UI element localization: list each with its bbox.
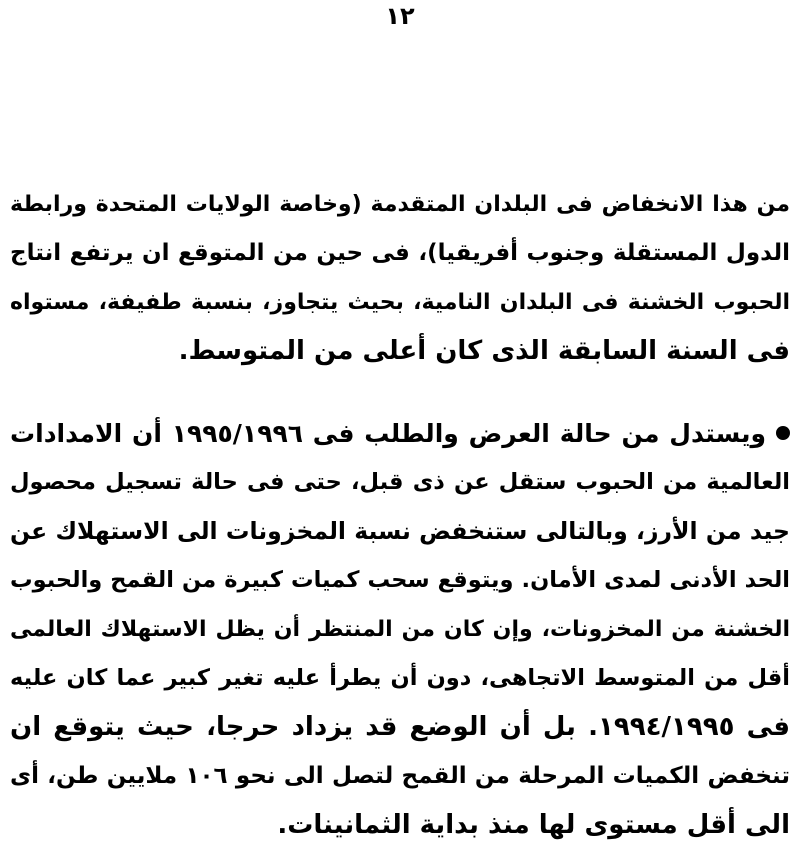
paragraph-line: تنخفض الكميات المرحلة من القمح لتصل الى نحو ١٠٦ ملايين طن، أى (10, 763, 790, 789)
paragraph-1 (10, 180, 790, 376)
paragraph-line: الى أقل مستوى لها منذ بداية الثمانينات. (277, 810, 790, 840)
paragraph-line: فى ١٩٩٤/١٩٩٥. بل أن الوضع قد يزداد حرجا، حيث يتوقع ان (10, 712, 790, 742)
paragraph-line: الخشنة من المخزونات، وإن كان من المنتظر أن يظل الاستهلاك العالمى (10, 617, 790, 642)
paragraph-2 (10, 409, 790, 850)
paragraph-line: فى السنة السابقة الذى كان أعلى من المتوسط. (178, 336, 790, 366)
paragraph-line: الحبوب الخشنة فى البلدان النامية، بحيث يتجاوز، بنسبة طفيفة، مستواه (10, 290, 790, 315)
paragraph-line: من هذا الانخفاض فى البلدان المتقدمة (وخاصة الولايات المتحدة ورابطة (10, 192, 790, 217)
paragraph-line: جيد من الأرز، وبالتالى ستنخفض نسبة المخزونات الى الاستهلاك عن (10, 517, 790, 545)
paragraph-line: العالمية من الحبوب ستقل عن ذى قبل، حتى فى حالة تسجيل محصول (10, 469, 790, 495)
paragraph-line-bulleted (10, 409, 790, 458)
paragraph-line: أقل من المتوسط الاتجاهى، دون أن يطرأ عليه تغير كبير عما كان عليه (10, 665, 790, 691)
page-number: ١٢ (385, 2, 415, 30)
bullet-icon (776, 426, 790, 440)
paragraph-line-text: ويستدل من حالة العرض والطلب فى ١٩٩٥/١٩٩٦ أن الامدادات (10, 419, 766, 448)
paragraph-line: الدول المستقلة وجنوب أفريقيا)، فى حين من المتوقع ان يرتفع انتاج (10, 240, 790, 266)
paragraph-line: الحد الأدنى لمدى الأمان. ويتوقع سحب كميات كبيرة من القمح والحبوب (10, 567, 790, 593)
